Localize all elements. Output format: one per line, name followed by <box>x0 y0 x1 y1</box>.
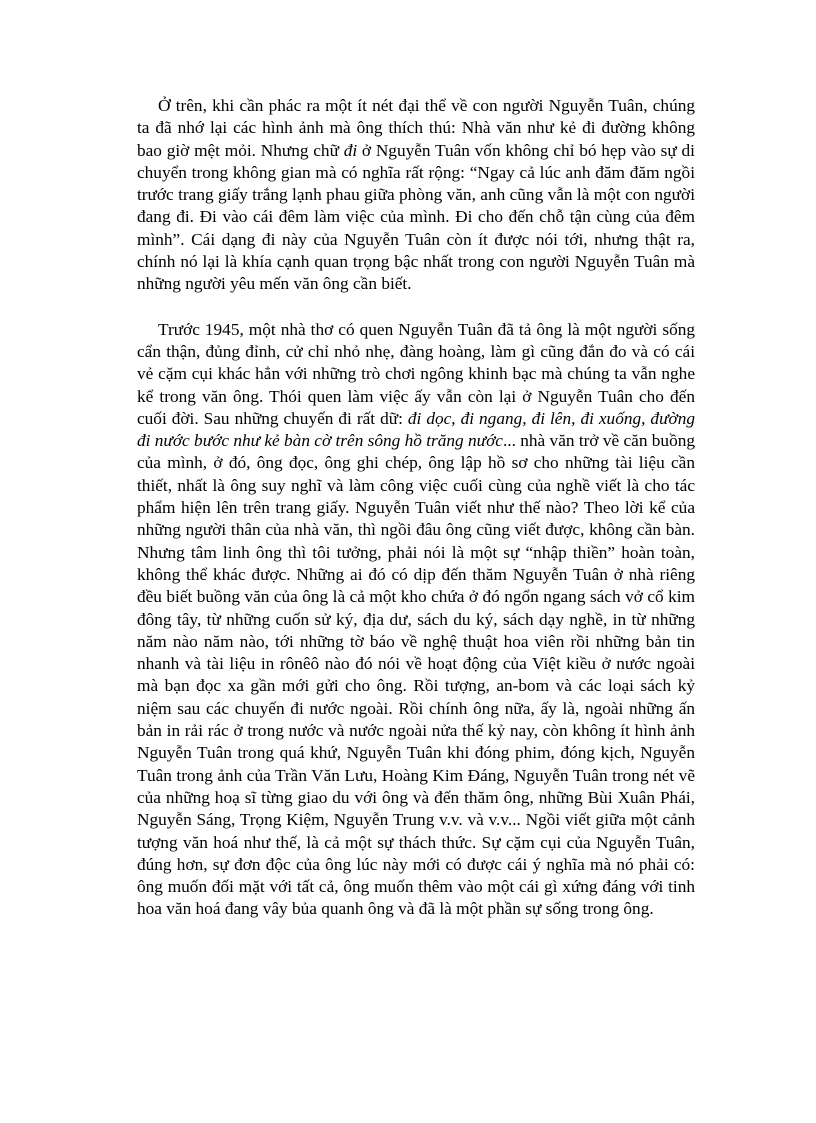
paragraph-2-text-continued: ... nhà văn trở về căn buồng của mình, ở đó, ông đọc, ông ghi chép, ông lập hồ sơ cho những tài liệu cần thiết, nhất là ông suy nghĩ và làm công việc cuối cùng của nghề viết là cho tác phẩm hiện lên trên trang giấy. Nguyễn Tuân viết như thế nào? Theo lời kể của những người thân của nhà văn, thì ngồi đâu ông cũng viết được, không cần bàn. Nhưng tâm linh ông thì tôi tưởng, phải nói là một sự “nhập thiền” hoàn toàn, không thể khác được. Những ai đó có dịp đến thăm Nguyễn Tuân ở nhà riêng đều biết buồng văn của ông là cả một kho chứa ở đó ngổn ngang sách vở cổ kim đông tây, từ những cuốn sử ký, địa dư, sách du ký, sách dạy nghề, in từ những năm nào năm nào, tới những tờ báo về nghệ thuật hoa viên rồi những bản tin nhanh và tài liệu in rônêô nào đó nói về hoạt động của Việt kiều ở nước ngoài mà bạn đọc xa gần mới gửi cho ông. Rồi tượng, an-bom và các loại sách kỷ niệm sau các chuyến đi nước ngoài. Rồi chính ông nữa, ấy là, ngoài những ấn bản in rải rác ở trong nước và nước ngoài nửa thế kỷ nay, còn không ít hình ảnh Nguyễn Tuân trong quá khứ, Nguyễn Tuân khi đóng phim, đóng kịch, Nguyễn Tuân trong ảnh của Trần Văn Lưu, Hoàng Kim Đáng, Nguyễn Tuân trong nét vẽ của những hoạ sĩ từng giao du với ông và đến thăm ông, những Bùi Xuân Phái, Nguyễn Sáng, Trọng Kiệm, Nguyễn Trung v.v. và v.v... Ngồi viết giữa một cảnh tượng văn hoá như thế, là cả một sự thách thức. Sự cặm cụi của Nguyễn Tuân, đúng hơn, sự đơn độc của ông lúc này mới có được cái ý nghĩa mà nó phải có: ông muốn đối mặt với tất cả, ông muốn thêm vào một cái gì xứng đáng với tinh hoa văn hoá đang vây bủa quanh ông và đã là một phần sự sống trong ông. <box>137 431 695 919</box>
paragraph-2 <box>137 319 695 921</box>
paragraph-2-text: Trước 1945, một nhà thơ có quen Nguyễn Tuân đã tả ông là một người sống cẩn thận, đủng đỉnh, cử chỉ nhỏ nhẹ, đàng hoàng, làm gì cũng đắn đo và có cái vẻ cặm cụi khác hẳn với những trò chơi ngông khinh bạc mà chúng ta vẫn nghe kể trong văn ông. Thói quen làm việc ấy vẫn còn lại ở Nguyễn Tuân cho đến cuối đời. Sau những chuyến đi rất dữ: <box>137 319 695 428</box>
paragraph-1-italic-text: đi <box>343 140 358 160</box>
document-page <box>137 95 695 921</box>
paragraph-2-italic-text: đi dọc, đi ngang, đi lên, đi xuống, đường đi nước bước như kẻ bàn cờ trên sông hồ trăng nước <box>137 408 696 451</box>
paragraph-1-text: Ở trên, khi cần phác ra một ít nét đại thể về con người Nguyễn Tuân, chúng ta đã nhớ lại các hình ảnh mà ông thích thú: Nhà văn như kẻ đi đường không bao giờ mệt mỏi. Nhưng chữ <box>137 96 695 160</box>
paragraph-1-text-continued: ở Nguyễn Tuân vốn không chỉ bó hẹp vào sự di chuyển trong không gian mà có nghĩa rất rộng: “Ngay cả lúc anh đăm đăm ngồi trước trang giấy trắng lạnh phau giữa phòng văn, anh cũng vẫn là một con người đang đi. Đi vào cái đêm làm việc của mình. Đi cho đến chỗ tận cùng của đêm mình”. Cái dạng đi này của Nguyễn Tuân còn ít được nói tới, nhưng thật ra, chính nó lại là khía cạnh quan trọng bậc nhất trong con người Nguyễn Tuân mà những người yêu mến văn ông cần biết. <box>137 140 695 294</box>
paragraph-1 <box>137 95 695 296</box>
